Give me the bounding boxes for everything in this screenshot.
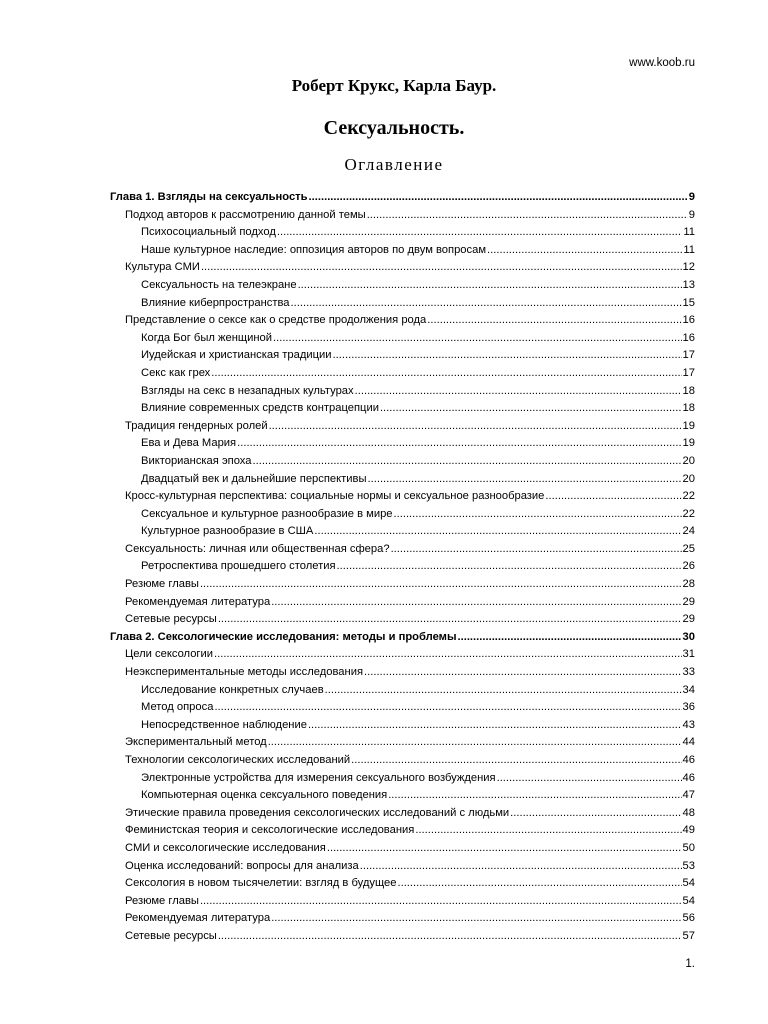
toc-entry-page: 54 [682,877,695,890]
toc-entry-title: Сексология в новом тысячелетии: взгляд в будущее [125,877,397,890]
toc-entry-page: 11 [683,243,695,256]
toc-entry-page: 22 [682,490,695,503]
toc-section-row [110,261,695,279]
toc-entry-page: 18 [682,384,695,397]
toc-entry-title: Технологии сексологических исследований [125,754,351,766]
toc-subsection-row [110,402,695,420]
toc-heading: Оглавление [344,155,444,174]
toc-entry-page: 12 [682,261,695,274]
toc-entry-title: Двадцатый век и дальнейшие перспективы [141,472,367,485]
toc-entry-page: 17 [682,349,695,362]
toc-entry-page: 29 [682,613,695,626]
toc-entry-page: 43 [682,718,695,731]
toc-section-row [110,860,695,878]
toc-entry-page: 25 [682,542,695,555]
toc-entry-title: Феминистская теория и сексологические исследования [125,824,415,837]
toc-entry-page: 34 [682,683,695,696]
toc-section-row [110,578,695,596]
toc-entry-page: 22 [682,507,695,520]
toc-entry-title: Экспериментальный метод [125,736,267,749]
toc-entry-title: Влияние киберпространства [141,296,290,309]
toc-entry-title: Викторианская эпоха [141,454,252,467]
toc-dot-leader [214,701,681,713]
toc-entry-title: Метод опроса [141,701,214,714]
toc-dot-leader [380,402,682,414]
toc-subsection-row [110,385,695,403]
toc-dot-leader [314,525,681,537]
toc-dot-leader [367,209,688,221]
toc-entry-page: 46 [682,754,695,766]
toc-subsection-row [110,455,695,473]
toc-entry-title: Психосоциальный подход [141,226,276,239]
toc-entry-title: Наше культурное наследие: оппозиция авторов по двум вопросам [141,243,487,256]
toc-entry-title: Культурное разнообразие в США [141,525,314,538]
toc-dot-leader [388,789,681,801]
toc-entry-page: 16 [682,314,695,327]
toc-entry-page: 44 [682,736,695,749]
toc-entry-title: Резюме главы [125,894,199,907]
toc-section-row [110,807,695,825]
toc-entry-page: 47 [682,789,695,802]
toc-entry-title: Представление о сексе как о средстве продолжения рода [125,314,427,327]
toc-entry-page: 53 [682,859,695,872]
toc-subsection-row [110,719,695,737]
toc-entry-title: Глава 2. Сексологические исследования: методы и проблемы [110,630,457,643]
toc-entry-page: 33 [682,666,695,679]
toc-entry-page: 15 [682,296,695,309]
toc-dot-leader [394,508,682,520]
toc-dot-leader [325,684,682,696]
toc-entry-page: 20 [682,454,695,467]
toc-subsection-row [110,367,695,385]
toc-chapter-row [110,191,695,209]
toc-entry-title: Секс как грех [141,366,211,379]
toc-dot-leader [308,719,682,731]
toc-entry-page: 28 [682,578,695,591]
toc-dot-leader [269,420,682,432]
toc-section-row [110,209,695,227]
toc-section-row [110,420,695,438]
toc-subsection-row [110,772,695,790]
toc-dot-leader [309,191,688,203]
toc-dot-leader [327,842,682,854]
toc-dot-leader [458,631,682,643]
toc-entry-title: Неэкспериментальные методы исследования [125,666,364,679]
toc-entry-page: 26 [682,560,695,573]
toc-entry-title: Кросс-культурная перспектива: социальные нормы и сексуальное разнообразие [125,490,545,503]
toc-entry-page: 19 [682,419,695,432]
toc-entry-page: 56 [682,912,695,925]
table-of-contents [110,191,695,948]
toc-section-row [110,666,695,684]
toc-section-row [110,912,695,930]
toc-entry-title: Оценка исследований: вопросы для анализа [125,859,359,872]
toc-section-row [110,613,695,631]
toc-section-row [110,895,695,913]
toc-subsection-row [110,349,695,367]
toc-entry-title: Исследование конкретных случаев [141,683,324,696]
toc-entry-page: 29 [682,595,695,608]
toc-dot-leader [487,244,682,256]
toc-dot-leader [201,261,682,273]
toc-entry-title: Сетевые ресурсы [125,929,217,942]
toc-subsection-row [110,684,695,702]
toc-section-row [110,930,695,948]
toc-section-row [110,824,695,842]
toc-dot-leader [351,754,681,766]
toc-dot-leader [211,367,681,379]
toc-entry-page: 54 [682,894,695,907]
toc-entry-title: Подход авторов к рассмотрению данной темы [125,208,366,221]
toc-entry-title: Влияние современных средств контрацепции [141,402,379,415]
toc-entry-page: 17 [682,366,695,379]
toc-dot-leader [427,314,681,326]
toc-entry-title: Этические правила проведения сексологических исследований с людьми [125,806,510,819]
toc-entry-page: 9 [688,191,695,203]
toc-section-row [110,648,695,666]
toc-entry-page: 57 [682,929,695,942]
page-number: 1. [685,958,695,970]
toc-entry-title: Сексуальность: личная или общественная сфера? [125,542,390,555]
toc-subsection-row [110,279,695,297]
toc-entry-page: 19 [682,437,695,450]
toc-entry-title: Рекомендуемая литература [125,595,271,608]
toc-dot-leader [368,473,682,485]
toc-entry-page: 20 [682,472,695,485]
toc-entry-title: СМИ и сексологические исследования [125,841,326,854]
toc-entry-page: 24 [682,525,695,538]
toc-section-row [110,596,695,614]
toc-entry-title: Компьютерная оценка сексуального поведения [141,789,388,802]
toc-entry-title: Ретроспектива прошедшего столетия [141,560,336,573]
toc-dot-leader [218,613,682,625]
toc-dot-leader [355,385,682,397]
toc-subsection-row [110,701,695,719]
toc-subsection-row [110,437,695,455]
toc-dot-leader [218,930,682,942]
toc-section-row [110,543,695,561]
toc-dot-leader [364,666,682,678]
toc-dot-leader [545,490,681,502]
toc-dot-leader [237,437,681,449]
toc-dot-leader [510,807,681,819]
toc-subsection-row [110,332,695,350]
toc-section-row [110,314,695,332]
toc-dot-leader [200,578,682,590]
toc-subsection-row [110,226,695,244]
toc-dot-leader [298,279,682,291]
toc-section-row [110,877,695,895]
book-title: Сексуальность. [323,117,465,139]
toc-entry-title: Резюме главы [125,578,199,591]
toc-section-row [110,736,695,754]
toc-dot-leader [271,912,681,924]
toc-entry-title: Глава 1. Взгляды на сексуальность [110,191,308,203]
toc-dot-leader [273,332,682,344]
toc-dot-leader [391,543,682,555]
toc-dot-leader [200,895,682,907]
toc-subsection-row [110,560,695,578]
toc-dot-leader [397,877,681,889]
toc-entry-title: Взгляды на секс в незападных культурах [141,384,354,397]
toc-entry-title: Электронные устройства для измерения сексуального возбуждения [141,771,496,784]
toc-entry-page: 49 [682,824,695,837]
toc-entry-page: 13 [682,278,695,291]
toc-dot-leader [291,297,682,309]
toc-entry-page: 11 [683,226,695,239]
toc-subsection-row [110,473,695,491]
toc-entry-title: Традиция гендерных ролей [125,419,268,432]
toc-entry-title: Рекомендуемая литература [125,912,271,925]
toc-entry-page: 18 [682,402,695,415]
toc-entry-title: Культура СМИ [125,261,200,274]
toc-entry-title: Иудейская и христианская традиции [141,349,332,362]
toc-dot-leader [214,648,682,660]
toc-entry-title: Цели сексологии [125,648,213,661]
toc-entry-page: 31 [682,648,695,661]
toc-dot-leader [415,824,681,836]
toc-subsection-row [110,789,695,807]
toc-entry-page: 9 [688,208,695,221]
toc-section-row [110,490,695,508]
toc-entry-page: 50 [682,841,695,854]
toc-entry-page: 16 [682,331,695,344]
toc-dot-leader [333,349,682,361]
toc-subsection-row [110,508,695,526]
toc-entry-page: 36 [682,701,695,714]
toc-entry-page: 48 [682,806,695,819]
toc-entry-page: 46 [682,771,695,784]
toc-subsection-row [110,297,695,315]
toc-entry-title: Сексуальность на телеэкране [141,278,297,291]
toc-entry-title: Ева и Дева Мария [141,437,237,450]
toc-subsection-row [110,244,695,262]
toc-entry-title: Непосредственное наблюдение [141,718,307,731]
toc-entry-title: Когда Бог был женщиной [141,331,272,344]
site-url: www.koob.ru [629,57,695,69]
toc-section-row [110,842,695,860]
toc-dot-leader [497,772,682,784]
toc-section-row [110,754,695,772]
toc-entry-page: 30 [682,630,695,643]
toc-dot-leader [277,226,683,238]
toc-dot-leader [253,455,682,467]
toc-chapter-row [110,631,695,649]
toc-entry-title: Сетевые ресурсы [125,613,217,626]
toc-entry-title: Сексуальное и культурное разнообразие в мире [141,507,393,520]
toc-dot-leader [271,596,681,608]
toc-subsection-row [110,525,695,543]
toc-dot-leader [360,860,682,872]
toc-dot-leader [268,736,682,748]
book-author: Роберт Крукс, Карла Баур. [291,76,497,95]
toc-dot-leader [337,560,682,572]
